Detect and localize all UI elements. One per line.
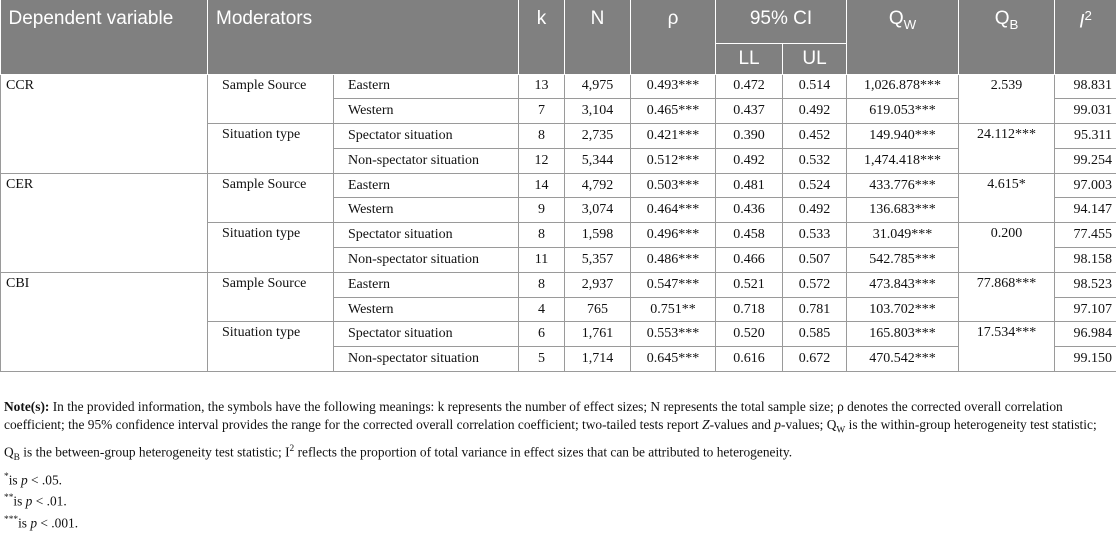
ul-cell: 0.533 <box>783 223 847 248</box>
sig-mark: * <box>4 472 9 482</box>
table-notes <box>4 398 1112 533</box>
rho-cell: 0.465*** <box>631 99 716 124</box>
header-ul: UL <box>783 43 847 74</box>
k-cell: 14 <box>519 173 565 198</box>
qw-cell: 31.049*** <box>847 223 959 248</box>
notes-qb-sub: B <box>14 453 20 463</box>
qw-cell: 433.776*** <box>847 173 959 198</box>
ul-cell: 0.672 <box>783 347 847 372</box>
qw-cell: 470.542*** <box>847 347 959 372</box>
header-i2 <box>1055 0 1116 74</box>
ll-cell: 0.436 <box>716 198 783 223</box>
qw-cell: 136.683*** <box>847 198 959 223</box>
notes-text-1: In the provided information, the symbols have the following meanings: k represents the number of effect sizes; N represents the total sample size; ρ denotes the corrected overall correlation coefficient; the 95% confidence interval provides the range for the corrected overall correlation coefficient; two-tailed tests report <box>4 399 1063 432</box>
header-qb-base: Q <box>995 8 1010 29</box>
header-qb <box>959 0 1055 74</box>
i2-cell: 95.311 <box>1055 124 1116 149</box>
ul-cell: 0.524 <box>783 173 847 198</box>
k-cell: 8 <box>519 223 565 248</box>
dependent-variable-cell: CBI <box>1 272 208 371</box>
ul-cell: 0.572 <box>783 272 847 297</box>
i2-cell: 98.831 <box>1055 74 1116 99</box>
notes-qw-sub: W <box>836 426 845 436</box>
ul-cell: 0.514 <box>783 74 847 99</box>
notes-paragraph <box>4 398 1112 468</box>
rho-cell: 0.553*** <box>631 322 716 347</box>
n-cell: 3,074 <box>565 198 631 223</box>
notes-i2-sup: 2 <box>290 444 295 454</box>
ll-cell: 0.616 <box>716 347 783 372</box>
i2-cell: 97.003 <box>1055 173 1116 198</box>
header-moderators: Moderators <box>208 0 519 74</box>
level-cell: Spectator situation <box>334 223 519 248</box>
n-cell: 4,792 <box>565 173 631 198</box>
rho-cell: 0.486*** <box>631 248 716 273</box>
sig-pre: is <box>9 472 21 487</box>
moderator-cell: Sample Source <box>208 173 334 223</box>
qw-cell: 473.843*** <box>847 272 959 297</box>
ll-cell: 0.521 <box>716 272 783 297</box>
sig-p: p <box>21 472 28 487</box>
rho-cell: 0.547*** <box>631 272 716 297</box>
header-dependent-variable: Dependent variable <box>1 0 208 74</box>
level-cell: Western <box>334 198 519 223</box>
k-cell: 12 <box>519 148 565 173</box>
k-cell: 4 <box>519 297 565 322</box>
notes-text-2: -values and <box>710 417 775 432</box>
qw-cell: 542.785*** <box>847 248 959 273</box>
sig-note-1 <box>4 468 1112 490</box>
qw-cell: 149.940*** <box>847 124 959 149</box>
i2-cell: 77.455 <box>1055 223 1116 248</box>
notes-z: Z <box>702 417 709 432</box>
n-cell: 5,344 <box>565 148 631 173</box>
ul-cell: 0.492 <box>783 198 847 223</box>
qw-cell: 1,474.418*** <box>847 148 959 173</box>
header-ll: LL <box>716 43 783 74</box>
moderator-cell: Situation type <box>208 124 334 174</box>
table-row <box>1 272 1116 297</box>
n-cell: 5,357 <box>565 248 631 273</box>
k-cell: 11 <box>519 248 565 273</box>
ll-cell: 0.458 <box>716 223 783 248</box>
notes-p: p <box>774 417 781 432</box>
qw-cell: 619.053*** <box>847 99 959 124</box>
header-n: N <box>565 0 631 74</box>
sig-p: p <box>26 494 33 509</box>
n-cell: 1,761 <box>565 322 631 347</box>
ll-cell: 0.437 <box>716 99 783 124</box>
header-qb-sub: B <box>1009 17 1018 32</box>
n-cell: 2,937 <box>565 272 631 297</box>
dependent-variable-cell: CER <box>1 173 208 272</box>
header-qw-base: Q <box>889 8 904 29</box>
i2-cell: 94.147 <box>1055 198 1116 223</box>
level-cell: Eastern <box>334 173 519 198</box>
dependent-variable-cell: CCR <box>1 74 208 173</box>
notes-text-5: is the between-group heterogeneity test statistic; I <box>20 445 290 460</box>
ul-cell: 0.507 <box>783 248 847 273</box>
header-qw-sub: W <box>904 17 917 32</box>
ll-cell: 0.718 <box>716 297 783 322</box>
ul-cell: 0.585 <box>783 322 847 347</box>
header-i2-base: I <box>1079 11 1084 32</box>
i2-cell: 97.107 <box>1055 297 1116 322</box>
i2-cell: 99.031 <box>1055 99 1116 124</box>
level-cell: Non-spectator situation <box>334 148 519 173</box>
sig-mark: *** <box>4 515 18 525</box>
ll-cell: 0.481 <box>716 173 783 198</box>
i2-cell: 98.523 <box>1055 272 1116 297</box>
rho-cell: 0.512*** <box>631 148 716 173</box>
rho-cell: 0.751** <box>631 297 716 322</box>
rho-cell: 0.496*** <box>631 223 716 248</box>
qb-cell: 77.868*** <box>959 272 1055 322</box>
qb-cell: 17.534*** <box>959 322 1055 372</box>
qb-cell: 0.200 <box>959 223 1055 273</box>
table-header <box>1 0 1116 74</box>
level-cell: Spectator situation <box>334 322 519 347</box>
rho-cell: 0.493*** <box>631 74 716 99</box>
notes-text-4: is the within-group heterogeneity test statistic; Q <box>4 417 1097 459</box>
rho-cell: 0.645*** <box>631 347 716 372</box>
ul-cell: 0.781 <box>783 297 847 322</box>
header-qw <box>847 0 959 74</box>
table-row <box>1 173 1116 198</box>
i2-cell: 99.150 <box>1055 347 1116 372</box>
qw-cell: 103.702*** <box>847 297 959 322</box>
k-cell: 7 <box>519 99 565 124</box>
k-cell: 6 <box>519 322 565 347</box>
n-cell: 1,598 <box>565 223 631 248</box>
sig-p: p <box>30 516 37 531</box>
table-body <box>1 74 1116 372</box>
rho-cell: 0.464*** <box>631 198 716 223</box>
k-cell: 8 <box>519 272 565 297</box>
n-cell: 3,104 <box>565 99 631 124</box>
level-cell: Non-spectator situation <box>334 248 519 273</box>
k-cell: 13 <box>519 74 565 99</box>
ul-cell: 0.452 <box>783 124 847 149</box>
n-cell: 765 <box>565 297 631 322</box>
n-cell: 2,735 <box>565 124 631 149</box>
ul-cell: 0.492 <box>783 99 847 124</box>
moderator-cell: Situation type <box>208 223 334 273</box>
sig-note-2 <box>4 489 1112 511</box>
sig-mark: ** <box>4 493 13 503</box>
n-cell: 1,714 <box>565 347 631 372</box>
ll-cell: 0.472 <box>716 74 783 99</box>
level-cell: Western <box>334 99 519 124</box>
notes-label: Note(s): <box>4 399 49 414</box>
sig-post: < .01. <box>32 494 66 509</box>
ll-cell: 0.520 <box>716 322 783 347</box>
sig-pre: is <box>18 516 30 531</box>
qb-cell: 24.112*** <box>959 124 1055 174</box>
level-cell: Spectator situation <box>334 124 519 149</box>
k-cell: 5 <box>519 347 565 372</box>
ll-cell: 0.466 <box>716 248 783 273</box>
ll-cell: 0.390 <box>716 124 783 149</box>
rho-cell: 0.421*** <box>631 124 716 149</box>
header-ci: 95% CI <box>716 0 847 43</box>
i2-cell: 98.158 <box>1055 248 1116 273</box>
moderator-cell: Sample Source <box>208 272 334 322</box>
qw-cell: 165.803*** <box>847 322 959 347</box>
qb-cell: 2.539 <box>959 74 1055 124</box>
level-cell: Western <box>334 297 519 322</box>
moderator-cell: Situation type <box>208 322 334 372</box>
rho-cell: 0.503*** <box>631 173 716 198</box>
table-row <box>1 74 1116 99</box>
sig-post: < .001. <box>37 516 78 531</box>
notes-text-3: -values; Q <box>781 417 836 432</box>
header-rho: ρ <box>631 0 716 74</box>
sig-note-3 <box>4 511 1112 533</box>
sig-pre: is <box>13 494 25 509</box>
level-cell: Eastern <box>334 74 519 99</box>
sig-post: < .05. <box>28 472 62 487</box>
level-cell: Eastern <box>334 272 519 297</box>
i2-cell: 99.254 <box>1055 148 1116 173</box>
moderator-cell: Sample Source <box>208 74 334 124</box>
i2-cell: 96.984 <box>1055 322 1116 347</box>
k-cell: 9 <box>519 198 565 223</box>
notes-text-6: reflects the proportion of total variance in effect sizes that can be attributed to heterogeneity. <box>294 445 792 460</box>
n-cell: 4,975 <box>565 74 631 99</box>
qw-cell: 1,026.878*** <box>847 74 959 99</box>
ul-cell: 0.532 <box>783 148 847 173</box>
header-i2-sup: 2 <box>1084 8 1091 23</box>
qb-cell: 4.615* <box>959 173 1055 223</box>
ll-cell: 0.492 <box>716 148 783 173</box>
header-k: k <box>519 0 565 74</box>
level-cell: Non-spectator situation <box>334 347 519 372</box>
k-cell: 8 <box>519 124 565 149</box>
